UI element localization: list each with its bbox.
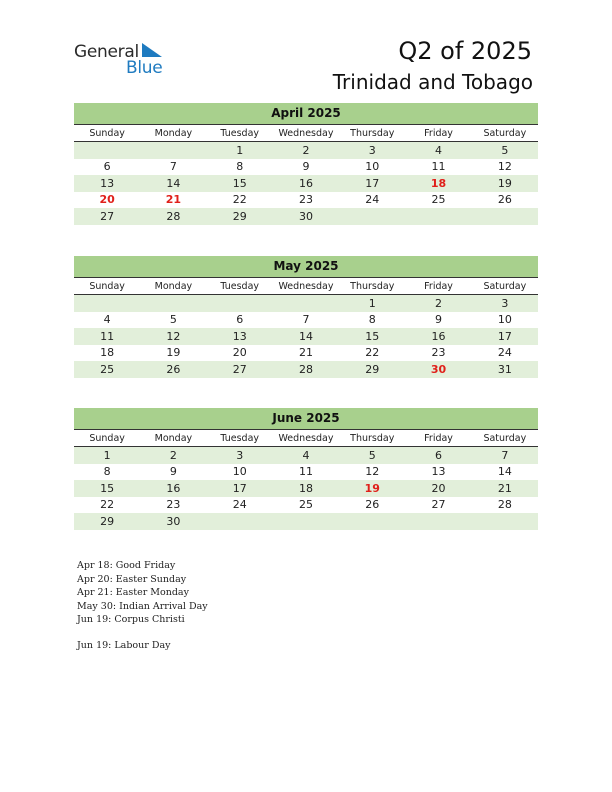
day-cell: 28 — [140, 208, 206, 225]
day-cell — [207, 295, 273, 312]
day-cell: 18 — [405, 175, 471, 192]
week-row — [74, 361, 538, 378]
month-grid — [74, 429, 538, 530]
day-cell: 10 — [232, 465, 247, 479]
day-cell: 5 — [339, 447, 405, 464]
day-cell: 3 — [472, 295, 538, 312]
day-cell: 15 — [207, 175, 273, 192]
day-cell: 20 — [405, 480, 471, 497]
day-cell: 17 — [207, 480, 273, 497]
day-cell: 14 — [140, 175, 206, 192]
weekday-header: Sunday — [74, 278, 140, 295]
week-row — [74, 345, 538, 362]
holiday-list-item: Apr 21: Easter Monday — [77, 587, 189, 598]
day-cell: 11 — [74, 328, 140, 345]
month-title: May 2025 — [74, 256, 538, 277]
holiday-list-item: Apr 18: Good Friday — [77, 560, 176, 571]
month-calendar — [74, 103, 538, 225]
weekday-header: Friday — [405, 125, 471, 142]
day-cell: 11 — [431, 160, 446, 174]
weekday-header: Saturday — [472, 278, 538, 295]
holiday-list — [77, 559, 208, 653]
week-row — [74, 208, 538, 225]
weekday-header: Wednesday — [273, 278, 339, 295]
day-cell: 29 — [339, 361, 405, 378]
week-row — [74, 312, 538, 329]
week-row — [74, 159, 538, 176]
day-cell: 2 — [273, 142, 339, 159]
weekday-header: Tuesday — [207, 125, 273, 142]
day-cell — [339, 513, 405, 530]
day-cell: 4 — [273, 447, 339, 464]
weekday-header: Saturday — [472, 430, 538, 447]
day-cell: 23 — [298, 193, 313, 207]
day-cell: 23 — [431, 346, 446, 360]
day-cell: 21 — [472, 480, 538, 497]
day-cell: 29 — [207, 208, 273, 225]
day-cell: 17 — [472, 328, 538, 345]
weekday-header: Sunday — [74, 125, 140, 142]
week-row — [74, 328, 538, 345]
weekday-header: Thursday — [339, 278, 405, 295]
weekday-header: Monday — [140, 125, 206, 142]
day-cell: 31 — [472, 361, 538, 378]
weekday-header: Wednesday — [273, 430, 339, 447]
day-cell: 27 — [207, 361, 273, 378]
day-cell: 27 — [431, 498, 446, 512]
day-cell — [207, 513, 273, 530]
holiday-list-item: Apr 20: Easter Sunday — [77, 573, 187, 585]
day-cell: 4 — [103, 313, 111, 327]
day-cell: 25 — [431, 193, 446, 207]
day-cell: 30 — [140, 513, 206, 530]
day-cell — [339, 208, 405, 225]
day-cell: 9 — [435, 313, 443, 327]
day-cell: 19 — [339, 480, 405, 497]
day-cell: 30 — [273, 208, 339, 225]
weekday-header: Thursday — [339, 430, 405, 447]
day-cell: 24 — [365, 193, 380, 207]
month-grid — [74, 277, 538, 378]
weekday-header: Tuesday — [207, 278, 273, 295]
month-grid — [74, 124, 538, 225]
holiday-list-item: Jun 19: Labour Day — [77, 640, 171, 651]
day-cell: 13 — [431, 465, 446, 479]
day-cell: 25 — [74, 361, 140, 378]
day-cell: 20 — [99, 193, 115, 207]
day-cell: 16 — [273, 175, 339, 192]
week-row — [74, 480, 538, 497]
weekday-header: Sunday — [74, 430, 140, 447]
day-cell — [273, 295, 339, 312]
day-cell: 5 — [472, 142, 538, 159]
day-cell: 6 — [103, 160, 111, 174]
day-cell: 15 — [74, 480, 140, 497]
day-cell: 26 — [140, 361, 206, 378]
weekday-header: Tuesday — [207, 430, 273, 447]
day-cell — [405, 208, 471, 225]
day-cell: 2 — [140, 447, 206, 464]
day-cell: 1 — [74, 447, 140, 464]
holiday-list-item: May 30: Indian Arrival Day — [77, 600, 208, 612]
day-cell: 9 — [169, 465, 177, 479]
day-cell: 26 — [365, 498, 380, 512]
day-cell: 28 — [497, 498, 512, 512]
day-cell: 24 — [232, 498, 247, 512]
day-cell: 13 — [207, 328, 273, 345]
day-cell — [472, 208, 538, 225]
week-row — [74, 497, 538, 514]
day-cell: 22 — [365, 346, 380, 360]
day-cell: 10 — [497, 313, 512, 327]
weekday-header: Friday — [405, 430, 471, 447]
logo — [74, 42, 174, 78]
day-cell — [273, 513, 339, 530]
day-cell: 6 — [236, 313, 244, 327]
day-cell: 14 — [497, 465, 512, 479]
weekday-header: Saturday — [472, 125, 538, 142]
day-cell: 4 — [405, 142, 471, 159]
month-title: June 2025 — [74, 408, 538, 429]
day-cell: 22 — [232, 193, 247, 207]
day-cell: 26 — [497, 193, 512, 207]
day-cell: 15 — [339, 328, 405, 345]
day-cell: 19 — [472, 175, 538, 192]
day-cell: 12 — [497, 160, 512, 174]
month-calendar — [74, 256, 538, 378]
day-cell — [472, 513, 538, 530]
day-cell — [140, 142, 206, 159]
day-cell: 5 — [169, 313, 177, 327]
weekday-header: Monday — [140, 430, 206, 447]
day-cell: 7 — [302, 313, 310, 327]
week-row — [74, 295, 538, 312]
day-cell — [140, 295, 206, 312]
day-cell: 9 — [302, 160, 310, 174]
day-cell: 21 — [165, 193, 182, 207]
day-cell: 24 — [497, 346, 512, 360]
day-cell: 21 — [298, 346, 313, 360]
weekday-header: Friday — [405, 278, 471, 295]
day-cell — [405, 513, 471, 530]
month-title: April 2025 — [74, 103, 538, 124]
week-row — [74, 192, 538, 209]
day-cell: 8 — [103, 465, 111, 479]
day-cell: 16 — [405, 328, 471, 345]
day-cell: 30 — [405, 361, 471, 378]
page-title: Q2 of 2025 — [398, 37, 532, 65]
day-cell: 22 — [100, 498, 115, 512]
day-cell: 27 — [74, 208, 140, 225]
day-cell: 3 — [207, 447, 273, 464]
day-cell: 8 — [368, 313, 376, 327]
day-cell: 3 — [339, 142, 405, 159]
day-cell: 12 — [365, 465, 380, 479]
week-row — [74, 175, 538, 192]
day-cell: 25 — [298, 498, 313, 512]
day-cell: 7 — [472, 447, 538, 464]
day-cell: 1 — [207, 142, 273, 159]
day-cell: 7 — [169, 160, 177, 174]
day-cell: 12 — [140, 328, 206, 345]
week-row — [74, 513, 538, 530]
day-cell: 8 — [236, 160, 244, 174]
day-cell: 6 — [405, 447, 471, 464]
day-cell: 10 — [365, 160, 380, 174]
day-cell: 18 — [273, 480, 339, 497]
holiday-list-item: Jun 19: Corpus Christi — [77, 614, 185, 625]
day-cell: 16 — [140, 480, 206, 497]
country-name: Trinidad and Tobago — [332, 70, 533, 94]
holiday-list-spacer — [77, 627, 208, 640]
day-cell: 17 — [339, 175, 405, 192]
day-cell: 13 — [74, 175, 140, 192]
month-calendar — [74, 408, 538, 530]
day-cell: 1 — [339, 295, 405, 312]
week-row — [74, 447, 538, 464]
logo-text-blue: Blue — [126, 58, 163, 78]
week-row — [74, 142, 538, 159]
day-cell: 23 — [166, 498, 181, 512]
day-cell: 28 — [273, 361, 339, 378]
day-cell: 18 — [100, 346, 115, 360]
day-cell: 29 — [74, 513, 140, 530]
day-cell — [74, 295, 140, 312]
day-cell: 19 — [166, 346, 181, 360]
weekday-header: Monday — [140, 278, 206, 295]
day-cell: 20 — [232, 346, 247, 360]
weekday-header: Wednesday — [273, 125, 339, 142]
logo-triangle-icon — [142, 43, 164, 59]
day-cell: 11 — [298, 465, 313, 479]
day-cell — [74, 142, 140, 159]
week-row — [74, 464, 538, 481]
day-cell: 14 — [273, 328, 339, 345]
logo-text-general: General — [74, 42, 139, 62]
weekday-header: Thursday — [339, 125, 405, 142]
day-cell: 2 — [405, 295, 471, 312]
